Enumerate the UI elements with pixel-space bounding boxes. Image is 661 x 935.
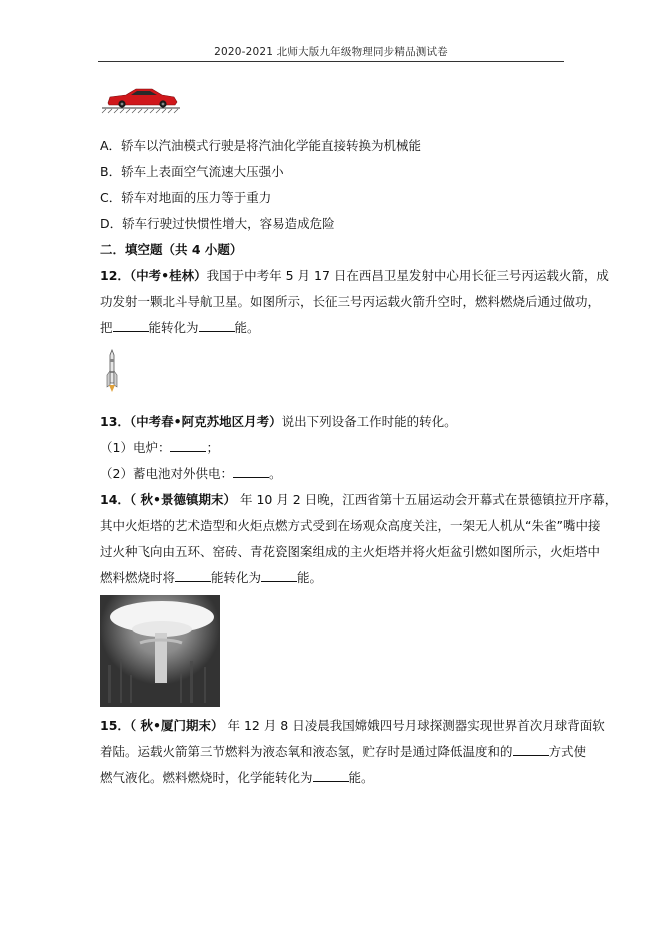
q14-source: （ 秋•景德镇期末） (129, 492, 236, 507)
q14-line3: 过火种飞向由五环、窑砖、青花瓷图案组成的主火炬塔并将火炬盆引燃如图所示，火炬塔中 (100, 544, 601, 559)
q15-line3 (100, 770, 374, 786)
q13-item1-end: ； (206, 440, 219, 455)
page-header: 2020-2021 北师大版九年级物理同步精品测试卷 (214, 46, 448, 58)
q13-item1 (100, 440, 219, 456)
q15-line1 (100, 718, 605, 734)
answer-blank[interactable] (233, 466, 269, 478)
q15-text1: 年 12 月 8 日凌晨我国嫦娥四号月球探测器实现世界首次月球背面软 (223, 718, 605, 733)
q13-line1 (100, 414, 457, 430)
q12-source: （中考•桂林） (129, 268, 207, 283)
q14-line4 (100, 570, 322, 586)
answer-blank[interactable] (513, 744, 549, 756)
q15-source: （ 秋•厦门期末） (129, 718, 224, 733)
q12-line3 (100, 320, 260, 336)
car-illustration (100, 84, 182, 114)
q13-text: 说出下列设备工作时能的转化。 (281, 414, 457, 429)
q12-number: 12． (100, 268, 130, 283)
q13-number: 13． (100, 414, 130, 429)
q14-line1 (100, 492, 617, 508)
q13-item2 (100, 466, 281, 482)
answer-blank[interactable] (170, 440, 206, 452)
option-a: A．轿车以汽油模式行驶是将汽油化学能直接转换为机械能 (100, 138, 422, 153)
q12-text3a: 把 (100, 320, 113, 335)
answer-blank[interactable] (313, 770, 349, 782)
answer-blank[interactable] (113, 320, 149, 332)
rocket-illustration (104, 349, 120, 393)
q12-line1 (100, 268, 609, 284)
option-b: B．轿车上表面空气流速大压强小 (100, 164, 284, 179)
q12-text3c: 能。 (234, 320, 260, 335)
option-d: D．轿车行驶过快惯性增大，容易造成危险 (100, 216, 335, 231)
q12-text3b: 能转化为 (148, 320, 199, 335)
q12-text1: 我国于中考年 5 月 17 日在西昌卫星发射中心用长征三号丙运载火箭，成 (206, 268, 609, 283)
torch-tower-photo (100, 595, 220, 707)
q14-text1: 年 10 月 2 日晚，江西省第十五届运动会开幕式在景德镇拉开序幕， (236, 492, 618, 507)
answer-blank[interactable] (175, 570, 211, 582)
q14-number: 14． (100, 492, 130, 507)
q14-text4c: 能。 (297, 570, 323, 585)
q13-source: （中考春•阿克苏地区月考） (129, 414, 282, 429)
q14-text4b: 能转化为 (211, 570, 262, 585)
q15-text3b: 能。 (348, 770, 374, 785)
answer-blank[interactable] (261, 570, 297, 582)
q15-text2a: 着陆。运载火箭第三节燃料为液态氧和液态氢，贮存时是通过降低温度和的 (100, 744, 513, 759)
q15-text3a: 燃气液化。燃料燃烧时，化学能转化为 (100, 770, 313, 785)
q15-number: 15． (100, 718, 130, 733)
option-c: C．轿车对地面的压力等于重力 (100, 190, 272, 205)
section-title: 二．填空题（共 4 小题） (100, 242, 243, 257)
answer-blank[interactable] (199, 320, 235, 332)
q14-text4a: 燃料燃烧时将 (100, 570, 176, 585)
header-rule (98, 61, 564, 62)
q12-line2: 功发射一颗北斗导航卫星。如图所示，长征三号丙运载火箭升空时，燃料燃烧后通过做功， (100, 294, 601, 309)
q15-line2 (100, 744, 586, 760)
q13-item1-label: （1）电炉： (100, 440, 171, 455)
q15-text2b: 方式使 (548, 744, 587, 759)
q13-item2-label: （2）蓄电池对外供电： (100, 466, 233, 481)
q13-item2-end: 。 (268, 466, 282, 481)
q14-line2: 其中火炬塔的艺术造型和火炬点燃方式受到在场观众高度关注，一架无人机从“朱雀”嘴中接 (100, 518, 601, 533)
